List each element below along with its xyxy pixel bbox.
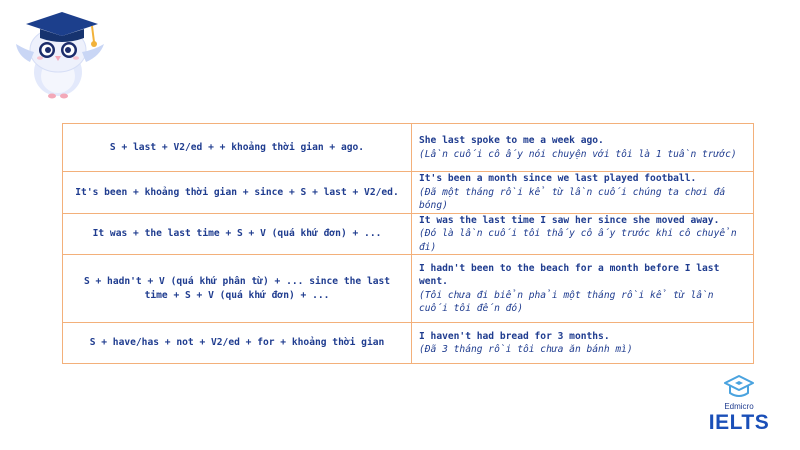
- example-english: She last spoke to me a week ago.: [419, 135, 604, 146]
- owl-mascot-icon: [14, 6, 106, 102]
- example-cell: [412, 213, 754, 255]
- graduation-cap-logo-icon: [722, 374, 756, 402]
- logo-brand-text: Edmicro: [724, 402, 754, 411]
- structure-cell: S + last + V2/ed + + khoảng thời gian + ago.: [63, 124, 412, 172]
- example-english: It's been a month since we last played football.: [419, 173, 697, 184]
- table-row: [63, 124, 754, 172]
- table-row: [63, 213, 754, 255]
- example-english: It was the last time I saw her since she moved away.: [419, 214, 720, 226]
- example-cell: [412, 124, 754, 172]
- edmicro-ielts-logo: [694, 374, 784, 440]
- example-cell: [412, 323, 754, 364]
- grammar-table: [62, 123, 754, 364]
- table-row: [63, 172, 754, 214]
- example-english: I hadn't been to the beach for a month before I last went.: [419, 262, 720, 287]
- logo-product-text: IELTS: [708, 411, 770, 434]
- example-vietnamese: (Tôi chưa đi biển phải một tháng rồi kể từ lần cuối tôi đến đó): [419, 289, 714, 314]
- structure-cell: It was + the last time + S + V (quá khứ đơn) + ...: [63, 213, 412, 255]
- structure-cell: It's been + khoảng thời gian + since + S + last + V2/ed.: [63, 172, 412, 214]
- example-vietnamese: (Lần cuối cô ấy nói chuyện với tôi là 1 tuần trước): [419, 148, 737, 160]
- example-vietnamese: (Đó là lần cuối tôi thấy cô ấy trước khi cô chuyển đi): [419, 228, 737, 253]
- table-row: [63, 323, 754, 364]
- example-english: I haven't had bread for 3 months.: [419, 330, 610, 342]
- example-cell: [412, 255, 754, 323]
- example-vietnamese: (Đã 3 tháng rồi tôi chưa ăn bánh mì): [419, 344, 633, 355]
- table-row: [63, 255, 754, 323]
- structure-cell: S + have/has + not + V2/ed + for + khoảng thời gian: [63, 323, 412, 364]
- structure-cell: S + hadn't + V (quá khứ phân từ) + ... since the last time + S + V (quá khứ đơn) + ...: [63, 255, 412, 323]
- example-cell: [412, 172, 754, 214]
- example-vietnamese: (Đã một tháng rồi kể từ lần cuối chúng ta chơi đá bóng): [419, 186, 726, 211]
